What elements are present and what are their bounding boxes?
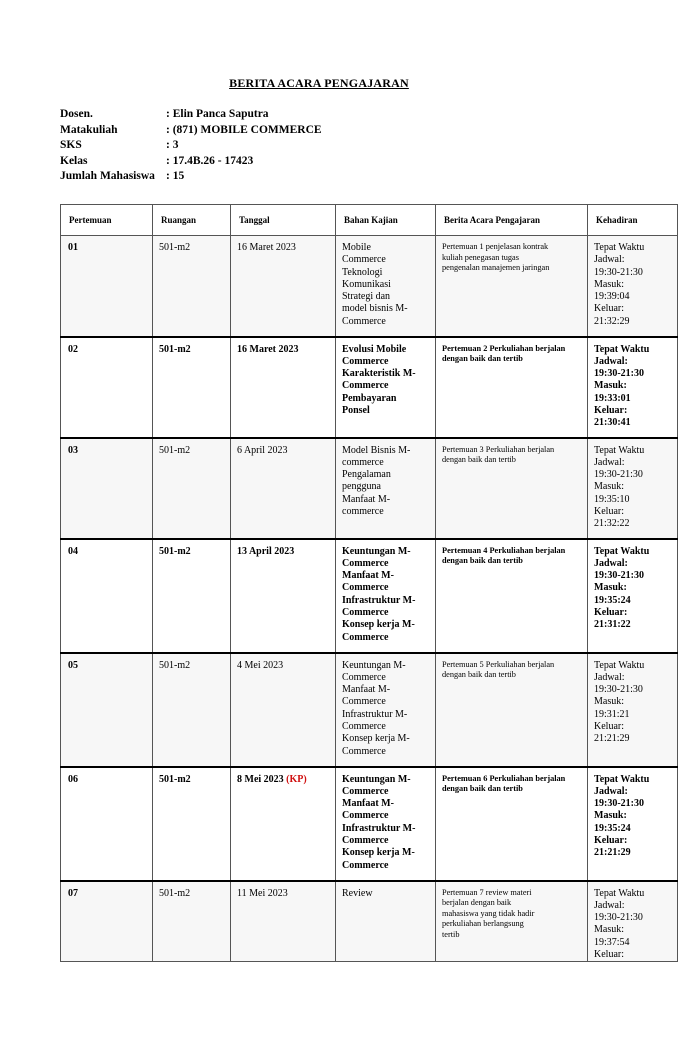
cell-tanggal: 4 Mei 2023 — [231, 653, 336, 767]
info-value: : (871) MOBILE COMMERCE — [166, 123, 322, 136]
cell-bahan-kajian: Mobile Commerce Teknologi Komunikasi Strategi dan model bisnis M- Commerce — [336, 236, 436, 337]
info-label: Jumlah Mahasiswa — [60, 170, 155, 182]
cell-kehadiran: Tepat Waktu Jadwal: 19:30-21:30 Masuk: 19:37:54 Keluar: — [588, 881, 678, 962]
cell-tanggal: 16 Maret 2023 — [231, 236, 336, 337]
column-header: Pertemuan — [61, 205, 153, 236]
cell-bahan-kajian: Review — [336, 881, 436, 962]
table-row — [61, 539, 678, 653]
course-info — [60, 107, 322, 185]
info-value: : 17.4B.26 - 17423 — [166, 154, 254, 167]
info-row — [60, 107, 322, 123]
cell-ruangan: 501-m2 — [153, 881, 231, 962]
attendance-table — [60, 204, 678, 962]
column-header: Berita Acara Pengajaran — [436, 205, 588, 236]
info-row — [60, 138, 322, 154]
info-row — [60, 154, 322, 170]
cell-pertemuan: 03 — [61, 438, 153, 539]
cell-bahan-kajian: Model Bisnis M- commerce Pengalaman pengguna Manfaat M- commerce — [336, 438, 436, 539]
cell-tanggal: 8 Mei 2023 (KP) — [231, 767, 336, 881]
cell-kehadiran: Tepat Waktu Jadwal: 19:30-21:30 Masuk: 19:33:01 Keluar: 21:30:41 — [588, 337, 678, 438]
table-row — [61, 438, 678, 539]
cell-berita-acara: Pertemuan 4 Perkuliahan berjalan dengan baik dan tertib — [436, 539, 588, 653]
info-label: SKS — [60, 139, 82, 151]
cell-tanggal: 6 April 2023 — [231, 438, 336, 539]
cell-ruangan: 501-m2 — [153, 767, 231, 881]
info-label: Matakuliah — [60, 123, 118, 136]
cell-ruangan: 501-m2 — [153, 337, 231, 438]
cell-ruangan: 501-m2 — [153, 653, 231, 767]
info-value: : 3 — [166, 139, 179, 151]
cell-bahan-kajian: Evolusi Mobile Commerce Karakteristik M- Commerce Pembayaran Ponsel — [336, 337, 436, 438]
page-title: BERITA ACARA PENGAJARAN — [229, 76, 409, 90]
cell-tanggal: 16 Maret 2023 — [231, 337, 336, 438]
column-header: Ruangan — [153, 205, 231, 236]
info-value: : 15 — [166, 170, 185, 182]
cell-bahan-kajian: Keuntungan M- Commerce Manfaat M- Commerce Infrastruktur M- Commerce Konsep kerja M- Commerce — [336, 653, 436, 767]
table-row — [61, 767, 678, 881]
cell-bahan-kajian: Keuntungan M- Commerce Manfaat M- Commerce Infrastruktur M- Commerce Konsep kerja M- Commerce — [336, 767, 436, 881]
cell-kehadiran: Tepat Waktu Jadwal: 19:30-21:30 Masuk: 19:35:24 Keluar: 21:31:22 — [588, 539, 678, 653]
cell-kehadiran: Tepat Waktu Jadwal: 19:30-21:30 Masuk: 19:39:04 Keluar: 21:32:29 — [588, 236, 678, 337]
cell-berita-acara: Pertemuan 5 Perkuliahan berjalan dengan baik dan tertib — [436, 653, 588, 767]
cell-kehadiran: Tepat Waktu Jadwal: 19:30-21:30 Masuk: 19:35:10 Keluar: 21:32:22 — [588, 438, 678, 539]
cell-pertemuan: 05 — [61, 653, 153, 767]
cell-pertemuan: 01 — [61, 236, 153, 337]
cell-berita-acara: Pertemuan 3 Perkuliahan berjalan dengan baik dan tertib — [436, 438, 588, 539]
kp-badge: (KP) — [283, 773, 307, 785]
cell-pertemuan: 02 — [61, 337, 153, 438]
info-row — [60, 123, 322, 139]
cell-pertemuan: 06 — [61, 767, 153, 881]
info-value: : Elin Panca Saputra — [166, 108, 269, 120]
info-row — [60, 169, 322, 185]
table-row — [61, 236, 678, 337]
cell-pertemuan: 07 — [61, 881, 153, 962]
table-row — [61, 337, 678, 438]
table-header-row — [61, 205, 678, 236]
cell-pertemuan: 04 — [61, 539, 153, 653]
cell-berita-acara: Pertemuan 2 Perkuliahan berjalan dengan baik dan tertib — [436, 337, 588, 438]
cell-berita-acara: Pertemuan 1 penjelasan kontrak kuliah penegasan tugas pengenalan manajemen jaringan — [436, 236, 588, 337]
cell-ruangan: 501-m2 — [153, 236, 231, 337]
info-label: Kelas — [60, 154, 88, 167]
table-row — [61, 881, 678, 962]
cell-ruangan: 501-m2 — [153, 438, 231, 539]
cell-tanggal: 13 April 2023 — [231, 539, 336, 653]
cell-kehadiran: Tepat Waktu Jadwal: 19:30-21:30 Masuk: 19:31:21 Keluar: 21:21:29 — [588, 653, 678, 767]
cell-kehadiran: Tepat Waktu Jadwal: 19:30-21:30 Masuk: 19:35:24 Keluar: 21:21:29 — [588, 767, 678, 881]
table-row — [61, 653, 678, 767]
column-header: Kehadiran — [588, 205, 678, 236]
info-label: Dosen. — [60, 108, 93, 120]
cell-berita-acara: Pertemuan 6 Perkuliahan berjalan dengan baik dan tertib — [436, 767, 588, 881]
column-header: Bahan Kajian — [336, 205, 436, 236]
cell-ruangan: 501-m2 — [153, 539, 231, 653]
cell-tanggal: 11 Mei 2023 — [231, 881, 336, 962]
cell-berita-acara: Pertemuan 7 review materi berjalan dengan baik mahasiswa yang tidak hadir perkuliahan berlangsung tertib — [436, 881, 588, 962]
column-header: Tanggal — [231, 205, 336, 236]
cell-bahan-kajian: Keuntungan M- Commerce Manfaat M- Commerce Infrastruktur M- Commerce Konsep kerja M- Commerce — [336, 539, 436, 653]
